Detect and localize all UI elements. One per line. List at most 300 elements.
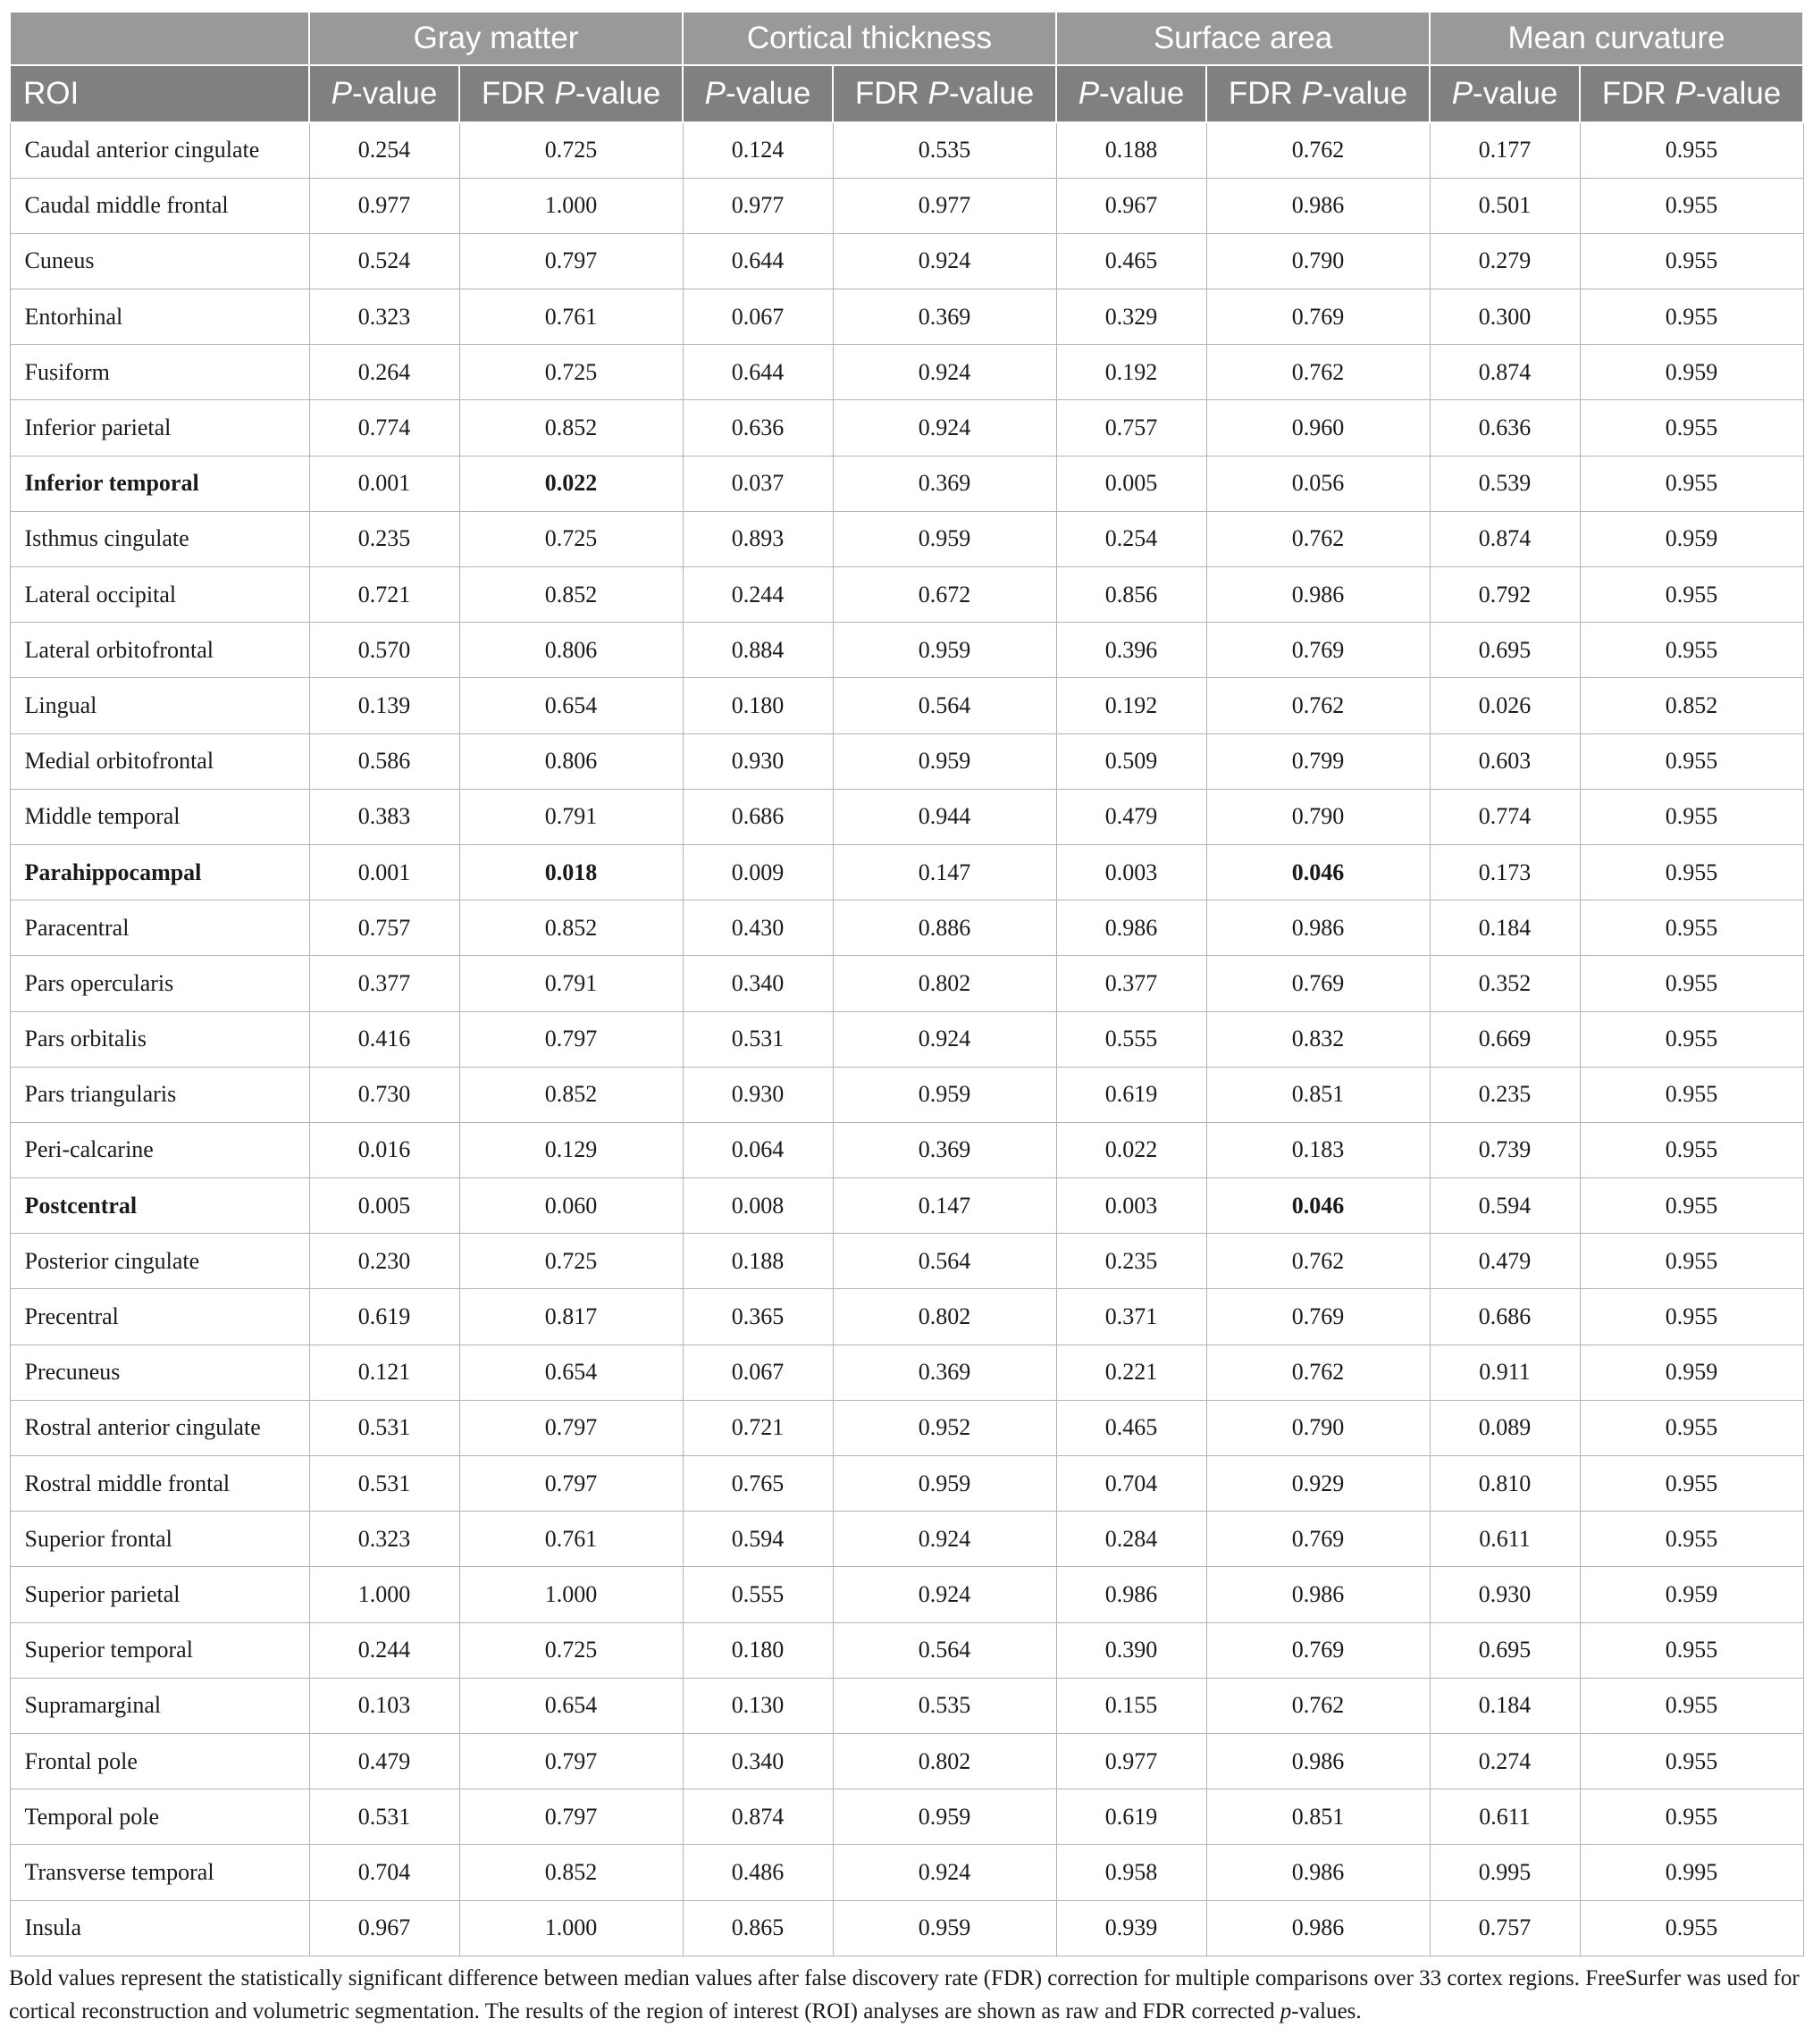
fdr-p-value-cell: 0.955 (1580, 567, 1803, 623)
p-value-cell: 0.284 (1056, 1512, 1206, 1567)
header-fdr-p-italic: P (1675, 76, 1696, 111)
p-value-cell: 0.531 (683, 1011, 833, 1067)
p-value-cell: 0.704 (1056, 1456, 1206, 1512)
header-surface-area-fdr-p-value (1206, 65, 1430, 122)
fdr-p-value-cell: 0.832 (1206, 1011, 1430, 1067)
p-value-cell: 0.230 (309, 1234, 459, 1289)
header-surface-area-p-value (1056, 65, 1206, 122)
fdr-p-value-cell: 0.564 (833, 678, 1056, 733)
header-fdr-suffix: -value (1322, 76, 1408, 111)
p-value-cell: 0.977 (309, 178, 459, 233)
p-value-cell: 0.856 (1056, 567, 1206, 623)
fdr-p-value-cell: 0.725 (459, 1234, 683, 1289)
header-mean-curvature-fdr-p-value (1580, 65, 1803, 122)
header-group-row (10, 12, 1803, 65)
fdr-p-value-cell: 0.762 (1206, 345, 1430, 400)
table-row (10, 233, 1803, 289)
p-value-cell: 0.396 (1056, 623, 1206, 678)
p-value-cell: 0.930 (1430, 1567, 1580, 1622)
fdr-p-value-cell: 0.955 (1580, 733, 1803, 789)
table-row (10, 1178, 1803, 1234)
fdr-p-value-cell: 0.761 (459, 289, 683, 345)
roi-name-cell: Parahippocampal (10, 844, 309, 900)
table-row (10, 1512, 1803, 1567)
fdr-p-value-cell: 0.955 (1580, 844, 1803, 900)
fdr-p-value-cell: 0.955 (1580, 1289, 1803, 1345)
p-value-cell: 0.340 (683, 1733, 833, 1788)
p-value-cell: 0.192 (1056, 678, 1206, 733)
p-value-cell: 0.874 (1430, 345, 1580, 400)
fdr-p-value-cell: 0.986 (1206, 1733, 1430, 1788)
p-value-cell: 0.930 (683, 733, 833, 789)
fdr-p-value-cell: 0.986 (1206, 1900, 1430, 1956)
header-cortical-thickness-p-value (683, 65, 833, 122)
p-value-cell: 0.757 (1056, 400, 1206, 456)
fdr-p-value-cell: 0.955 (1580, 122, 1803, 178)
p-value-cell: 0.155 (1056, 1678, 1206, 1733)
table-body (10, 122, 1803, 1956)
table-footnote (9, 1962, 1800, 2028)
fdr-p-value-cell: 0.725 (459, 511, 683, 566)
p-value-cell: 0.192 (1056, 345, 1206, 400)
fdr-p-value-cell: 0.955 (1580, 1067, 1803, 1122)
p-value-cell: 0.939 (1056, 1900, 1206, 1956)
p-value-cell: 0.586 (309, 733, 459, 789)
table-row (10, 511, 1803, 566)
header-mean-curvature-p-value (1430, 65, 1580, 122)
p-value-cell: 0.188 (683, 1234, 833, 1289)
p-value-cell: 0.416 (309, 1011, 459, 1067)
fdr-p-value-cell: 0.369 (833, 289, 1056, 345)
p-value-cell: 0.594 (1430, 1178, 1580, 1234)
fdr-p-value-cell: 0.806 (459, 623, 683, 678)
roi-name-cell: Rostral anterior cingulate (10, 1400, 309, 1455)
p-value-cell: 0.721 (309, 567, 459, 623)
p-value-cell: 0.064 (683, 1122, 833, 1177)
p-value-cell: 0.026 (1430, 678, 1580, 733)
fdr-p-value-cell: 0.977 (833, 178, 1056, 233)
fdr-p-value-cell: 0.955 (1580, 789, 1803, 844)
table-row (10, 1289, 1803, 1345)
fdr-p-value-cell: 0.959 (833, 1789, 1056, 1845)
roi-name-cell: Superior parietal (10, 1567, 309, 1622)
p-value-cell: 0.180 (683, 1622, 833, 1678)
roi-name-cell: Postcentral (10, 1178, 309, 1234)
fdr-p-value-cell: 0.960 (1206, 400, 1430, 456)
roi-name-cell: Superior frontal (10, 1512, 309, 1567)
roi-name-cell: Inferior temporal (10, 456, 309, 511)
roi-name-cell: Precentral (10, 1289, 309, 1345)
fdr-p-value-cell: 0.959 (833, 623, 1056, 678)
p-value-cell: 0.274 (1430, 1733, 1580, 1788)
fdr-p-value-cell: 0.797 (459, 1400, 683, 1455)
table-row (10, 678, 1803, 733)
p-value-cell: 0.644 (683, 233, 833, 289)
fdr-p-value-cell: 0.018 (459, 844, 683, 900)
fdr-p-value-cell: 0.955 (1580, 400, 1803, 456)
p-value-cell: 0.555 (683, 1567, 833, 1622)
fdr-p-value-cell: 0.955 (1580, 1011, 1803, 1067)
p-value-cell: 0.531 (309, 1789, 459, 1845)
roi-name-cell: Fusiform (10, 345, 309, 400)
table-row (10, 1122, 1803, 1177)
fdr-p-value-cell: 0.955 (1580, 1234, 1803, 1289)
p-value-cell: 0.124 (683, 122, 833, 178)
p-value-cell: 0.967 (1056, 178, 1206, 233)
fdr-p-value-cell: 0.535 (833, 1678, 1056, 1733)
header-sub-row (10, 65, 1803, 122)
fdr-p-value-cell: 0.725 (459, 1622, 683, 1678)
p-value-cell: 0.792 (1430, 567, 1580, 623)
roi-name-cell: Temporal pole (10, 1789, 309, 1845)
header-p-italic: P (331, 76, 353, 111)
table-row (10, 1845, 1803, 1900)
p-value-cell: 0.757 (309, 901, 459, 956)
roi-name-cell: Cuneus (10, 233, 309, 289)
roi-name-cell: Precuneus (10, 1345, 309, 1400)
fdr-p-value-cell: 0.986 (1206, 901, 1430, 956)
p-value-cell: 0.479 (309, 1733, 459, 1788)
p-value-cell: 0.774 (1430, 789, 1580, 844)
p-value-cell: 0.188 (1056, 122, 1206, 178)
table-row (10, 122, 1803, 178)
p-value-cell: 0.340 (683, 956, 833, 1011)
p-value-cell: 0.279 (1430, 233, 1580, 289)
fdr-p-value-cell: 0.886 (833, 901, 1056, 956)
fdr-p-value-cell: 0.802 (833, 1289, 1056, 1345)
p-value-cell: 0.184 (1430, 1678, 1580, 1733)
p-value-cell: 0.001 (309, 844, 459, 900)
p-value-cell: 0.323 (309, 1512, 459, 1567)
p-value-cell: 0.352 (1430, 956, 1580, 1011)
p-value-cell: 0.524 (309, 233, 459, 289)
fdr-p-value-cell: 0.924 (833, 345, 1056, 400)
table-row (10, 1234, 1803, 1289)
table-row (10, 1789, 1803, 1845)
p-value-cell: 0.067 (683, 289, 833, 345)
fdr-p-value-cell: 0.955 (1580, 1512, 1803, 1567)
p-value-cell: 0.739 (1430, 1122, 1580, 1177)
fdr-p-value-cell: 0.852 (459, 1845, 683, 1900)
p-value-cell: 0.539 (1430, 456, 1580, 511)
roi-name-cell: Lateral occipital (10, 567, 309, 623)
fdr-p-value-cell: 0.851 (1206, 1067, 1430, 1122)
table-row (10, 456, 1803, 511)
table-row (10, 1456, 1803, 1512)
fdr-p-value-cell: 0.959 (833, 733, 1056, 789)
fdr-p-value-cell: 0.959 (833, 1067, 1056, 1122)
p-value-cell: 0.686 (683, 789, 833, 844)
fdr-p-value-cell: 0.369 (833, 1345, 1056, 1400)
fdr-p-value-cell: 0.369 (833, 1122, 1056, 1177)
fdr-p-value-cell: 0.955 (1580, 1456, 1803, 1512)
p-value-cell: 0.865 (683, 1900, 833, 1956)
footnote-main-text: Bold values represent the statistically significant difference between median values after false discovery rate (FDR) correction for multiple comparisons over 33 cortex regions. FreeSurfer was used for cortical reconstruction and volumetric segmentation. The results of the region of interest (ROI) analyses are shown as raw and FDR corrected (9, 1966, 1800, 2023)
fdr-p-value-cell: 0.654 (459, 1678, 683, 1733)
p-value-cell: 0.221 (1056, 1345, 1206, 1400)
p-value-cell: 0.619 (1056, 1789, 1206, 1845)
header-gray-matter-p-value (309, 65, 459, 122)
p-value-cell: 0.177 (1430, 122, 1580, 178)
table-row (10, 345, 1803, 400)
fdr-p-value-cell: 0.183 (1206, 1122, 1430, 1177)
p-value-cell: 0.570 (309, 623, 459, 678)
fdr-p-value-cell: 0.959 (1580, 511, 1803, 566)
fdr-p-value-cell: 0.986 (1206, 567, 1430, 623)
header-fdr-prefix: FDR (1601, 76, 1675, 111)
p-value-cell: 0.022 (1056, 1122, 1206, 1177)
roi-name-cell: Entorhinal (10, 289, 309, 345)
p-value-cell: 0.390 (1056, 1622, 1206, 1678)
fdr-p-value-cell: 0.769 (1206, 1622, 1430, 1678)
p-value-cell: 0.486 (683, 1845, 833, 1900)
header-fdr-suffix: -value (575, 76, 661, 111)
roi-name-cell: Posterior cingulate (10, 1234, 309, 1289)
header-fdr-prefix: FDR (854, 76, 928, 111)
p-value-cell: 0.695 (1430, 623, 1580, 678)
table-row (10, 956, 1803, 1011)
fdr-p-value-cell: 0.959 (833, 511, 1056, 566)
header-roi: ROI (10, 65, 309, 122)
table-row (10, 623, 1803, 678)
table-row (10, 733, 1803, 789)
p-value-cell: 0.531 (309, 1456, 459, 1512)
roi-name-cell: Medial orbitofrontal (10, 733, 309, 789)
p-value-cell: 0.765 (683, 1456, 833, 1512)
roi-name-cell: Lateral orbitofrontal (10, 623, 309, 678)
fdr-p-value-cell: 0.147 (833, 1178, 1056, 1234)
fdr-p-value-cell: 0.369 (833, 456, 1056, 511)
fdr-p-value-cell: 0.129 (459, 1122, 683, 1177)
fdr-p-value-cell: 0.955 (1580, 233, 1803, 289)
fdr-p-value-cell: 0.060 (459, 1178, 683, 1234)
fdr-p-value-cell: 0.806 (459, 733, 683, 789)
table-row (10, 901, 1803, 956)
p-value-cell: 0.619 (309, 1289, 459, 1345)
fdr-p-value-cell: 0.959 (833, 1456, 1056, 1512)
fdr-p-value-cell: 0.955 (1580, 956, 1803, 1011)
p-value-cell: 0.977 (683, 178, 833, 233)
header-p-italic: P (704, 76, 726, 111)
fdr-p-value-cell: 0.672 (833, 567, 1056, 623)
fdr-p-value-cell: 1.000 (459, 1900, 683, 1956)
fdr-p-value-cell: 0.986 (1206, 1567, 1430, 1622)
roi-name-cell: Rostral middle frontal (10, 1456, 309, 1512)
fdr-p-value-cell: 0.802 (833, 956, 1056, 1011)
p-value-cell: 0.465 (1056, 1400, 1206, 1455)
p-value-cell: 0.003 (1056, 1178, 1206, 1234)
fdr-p-value-cell: 0.924 (833, 233, 1056, 289)
fdr-p-value-cell: 0.955 (1580, 901, 1803, 956)
fdr-p-value-cell: 0.797 (459, 233, 683, 289)
table-row (10, 1345, 1803, 1400)
fdr-p-value-cell: 0.955 (1580, 1789, 1803, 1845)
p-value-cell: 0.884 (683, 623, 833, 678)
p-value-cell: 0.721 (683, 1400, 833, 1455)
header-fdr-p-italic: P (927, 76, 949, 111)
fdr-p-value-cell: 0.797 (459, 1011, 683, 1067)
p-value-cell: 0.501 (1430, 178, 1580, 233)
p-value-cell: 0.430 (683, 901, 833, 956)
p-value-cell: 0.180 (683, 678, 833, 733)
table-row (10, 1678, 1803, 1733)
p-value-cell: 0.479 (1430, 1234, 1580, 1289)
fdr-p-value-cell: 1.000 (459, 1567, 683, 1622)
p-value-cell: 0.008 (683, 1178, 833, 1234)
p-value-cell: 0.235 (1056, 1234, 1206, 1289)
fdr-p-value-cell: 0.852 (459, 567, 683, 623)
roi-name-cell: Inferior parietal (10, 400, 309, 456)
roi-results-table (9, 11, 1804, 1956)
fdr-p-value-cell: 0.761 (459, 1512, 683, 1567)
table-row (10, 1011, 1803, 1067)
p-value-cell: 0.365 (683, 1289, 833, 1345)
p-value-cell: 0.244 (683, 567, 833, 623)
p-value-cell: 0.377 (1056, 956, 1206, 1011)
p-value-cell: 0.986 (1056, 1567, 1206, 1622)
p-value-cell: 0.323 (309, 289, 459, 345)
roi-name-cell: Isthmus cingulate (10, 511, 309, 566)
fdr-p-value-cell: 0.955 (1580, 1122, 1803, 1177)
fdr-p-value-cell: 0.944 (833, 789, 1056, 844)
header-mean-curvature: Mean curvature (1430, 12, 1803, 65)
p-value-cell: 0.005 (1056, 456, 1206, 511)
footnote-end-text: -values. (1291, 1999, 1362, 2023)
fdr-p-value-cell: 0.929 (1206, 1456, 1430, 1512)
p-value-cell: 0.555 (1056, 1011, 1206, 1067)
fdr-p-value-cell: 0.564 (833, 1622, 1056, 1678)
fdr-p-value-cell: 0.924 (833, 1512, 1056, 1567)
fdr-p-value-cell: 0.995 (1580, 1845, 1803, 1900)
table-row (10, 1400, 1803, 1455)
fdr-p-value-cell: 0.955 (1580, 1178, 1803, 1234)
p-value-cell: 0.121 (309, 1345, 459, 1400)
fdr-p-value-cell: 0.955 (1580, 1400, 1803, 1455)
header-fdr-suffix: -value (1695, 76, 1782, 111)
p-value-cell: 0.067 (683, 1345, 833, 1400)
p-value-cell: 0.009 (683, 844, 833, 900)
p-value-cell: 0.383 (309, 789, 459, 844)
p-value-cell: 0.300 (1430, 289, 1580, 345)
fdr-p-value-cell: 0.959 (1580, 1345, 1803, 1400)
fdr-p-value-cell: 0.986 (1206, 1845, 1430, 1900)
p-value-cell: 0.611 (1430, 1512, 1580, 1567)
header-blank-cell (10, 12, 309, 65)
fdr-p-value-cell: 0.762 (1206, 511, 1430, 566)
fdr-p-value-cell: 0.762 (1206, 122, 1430, 178)
table-row (10, 400, 1803, 456)
p-value-cell: 0.986 (1056, 901, 1206, 956)
p-value-cell: 0.235 (1430, 1067, 1580, 1122)
table-row (10, 289, 1803, 345)
p-value-cell: 0.377 (309, 956, 459, 1011)
header-p-suffix: -value (726, 76, 811, 111)
p-value-cell: 0.479 (1056, 789, 1206, 844)
p-value-cell: 1.000 (309, 1567, 459, 1622)
roi-name-cell: Caudal anterior cingulate (10, 122, 309, 178)
p-value-cell: 0.930 (683, 1067, 833, 1122)
p-value-cell: 0.139 (309, 678, 459, 733)
header-p-italic: P (1451, 76, 1473, 111)
p-value-cell: 0.594 (683, 1512, 833, 1567)
fdr-p-value-cell: 0.799 (1206, 733, 1430, 789)
fdr-p-value-cell: 0.762 (1206, 1234, 1430, 1289)
p-value-cell: 0.636 (1430, 400, 1580, 456)
p-value-cell: 0.254 (309, 122, 459, 178)
p-value-cell: 0.509 (1056, 733, 1206, 789)
fdr-p-value-cell: 1.000 (459, 178, 683, 233)
fdr-p-value-cell: 0.654 (459, 1345, 683, 1400)
fdr-p-value-cell: 0.791 (459, 956, 683, 1011)
p-value-cell: 0.874 (683, 1789, 833, 1845)
p-value-cell: 0.244 (309, 1622, 459, 1678)
p-value-cell: 0.995 (1430, 1845, 1580, 1900)
fdr-p-value-cell: 0.769 (1206, 1512, 1430, 1567)
roi-name-cell: Superior temporal (10, 1622, 309, 1678)
roi-name-cell: Middle temporal (10, 789, 309, 844)
p-value-cell: 0.264 (309, 345, 459, 400)
fdr-p-value-cell: 0.791 (459, 789, 683, 844)
p-value-cell: 0.695 (1430, 1622, 1580, 1678)
roi-name-cell: Insula (10, 1900, 309, 1956)
fdr-p-value-cell: 0.924 (833, 400, 1056, 456)
header-cortical-thickness: Cortical thickness (683, 12, 1056, 65)
p-value-cell: 0.893 (683, 511, 833, 566)
table-row (10, 1900, 1803, 1956)
fdr-p-value-cell: 0.955 (1580, 623, 1803, 678)
table-row (10, 567, 1803, 623)
fdr-p-value-cell: 0.769 (1206, 956, 1430, 1011)
fdr-p-value-cell: 0.046 (1206, 844, 1430, 900)
fdr-p-value-cell: 0.924 (833, 1011, 1056, 1067)
fdr-p-value-cell: 0.852 (459, 1067, 683, 1122)
fdr-p-value-cell: 0.986 (1206, 178, 1430, 233)
p-value-cell: 0.730 (309, 1067, 459, 1122)
fdr-p-value-cell: 0.955 (1580, 178, 1803, 233)
p-value-cell: 0.958 (1056, 1845, 1206, 1900)
header-p-suffix: -value (1099, 76, 1185, 111)
header-gray-matter-fdr-p-value (459, 65, 683, 122)
p-value-cell: 0.636 (683, 400, 833, 456)
fdr-p-value-cell: 0.955 (1580, 1900, 1803, 1956)
fdr-p-value-cell: 0.955 (1580, 289, 1803, 345)
p-value-cell: 0.619 (1056, 1067, 1206, 1122)
fdr-p-value-cell: 0.654 (459, 678, 683, 733)
table-row (10, 844, 1803, 900)
p-value-cell: 0.874 (1430, 511, 1580, 566)
fdr-p-value-cell: 0.762 (1206, 1678, 1430, 1733)
header-fdr-prefix: FDR (1228, 76, 1302, 111)
fdr-p-value-cell: 0.797 (459, 1789, 683, 1845)
header-fdr-p-italic: P (1301, 76, 1322, 111)
p-value-cell: 0.977 (1056, 1733, 1206, 1788)
p-value-cell: 0.911 (1430, 1345, 1580, 1400)
p-value-cell: 0.130 (683, 1678, 833, 1733)
table-row (10, 1622, 1803, 1678)
header-p-italic: P (1078, 76, 1100, 111)
p-value-cell: 0.089 (1430, 1400, 1580, 1455)
header-p-suffix: -value (1473, 76, 1558, 111)
header-fdr-p-italic: P (554, 76, 575, 111)
p-value-cell: 0.967 (309, 1900, 459, 1956)
p-value-cell: 0.531 (309, 1400, 459, 1455)
fdr-p-value-cell: 0.802 (833, 1733, 1056, 1788)
table-row (10, 1567, 1803, 1622)
fdr-p-value-cell: 0.790 (1206, 1400, 1430, 1455)
roi-name-cell: Peri-calcarine (10, 1122, 309, 1177)
p-value-cell: 0.465 (1056, 233, 1206, 289)
fdr-p-value-cell: 0.817 (459, 1289, 683, 1345)
